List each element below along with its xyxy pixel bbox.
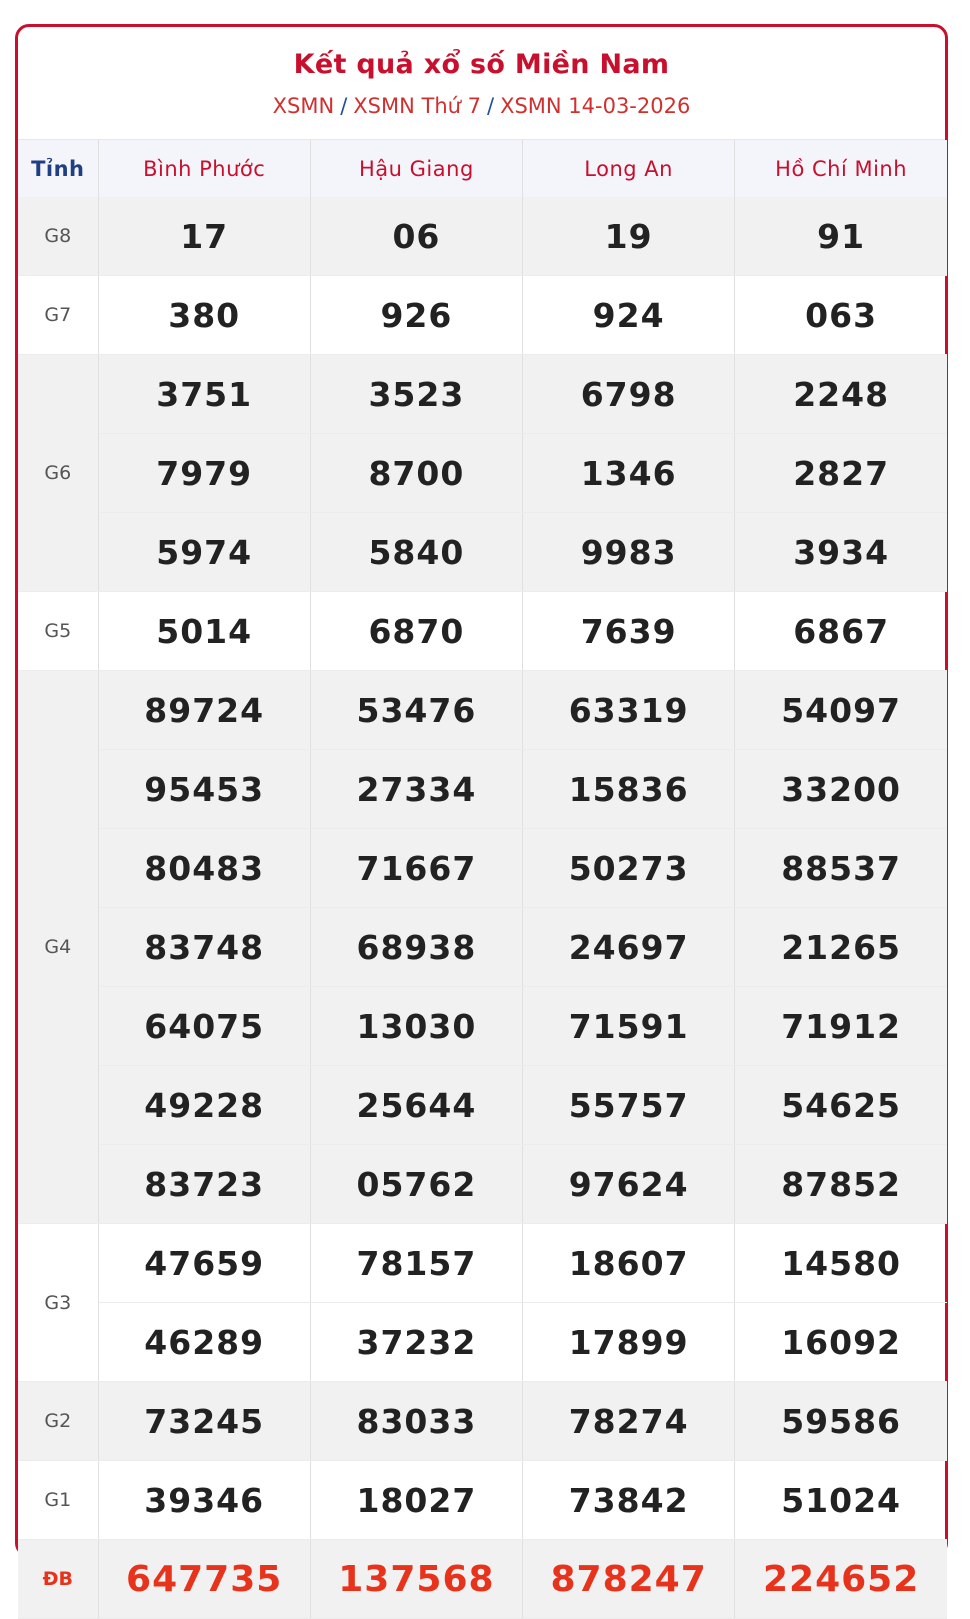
prize-row [18,829,947,908]
result-number: 50273 [523,829,735,908]
result-number: 063 [735,276,947,355]
results-header [18,27,945,140]
result-number: 71591 [523,987,735,1066]
prize-row [18,434,947,513]
result-number: 6798 [523,355,735,434]
result-number: 47659 [98,1224,310,1303]
result-number: 1346 [523,434,735,513]
prize-label: G6 [18,355,98,592]
result-number: 83748 [98,908,310,987]
result-number: 73842 [523,1461,735,1540]
result-number: 73245 [98,1382,310,1461]
prize-row [18,1303,947,1382]
result-number: 05762 [310,1145,522,1224]
prize-label: G3 [18,1224,98,1382]
result-number: 3934 [735,513,947,592]
result-number: 137568 [310,1540,522,1619]
result-number: 15836 [523,750,735,829]
breadcrumb-separator: / [486,94,495,118]
result-number: 97624 [523,1145,735,1224]
result-number: 71912 [735,987,947,1066]
result-number: 53476 [310,671,522,750]
result-number: 59586 [735,1382,947,1461]
results-card [15,24,948,1600]
result-number: 878247 [523,1540,735,1619]
prize-label: G5 [18,592,98,671]
result-number: 68938 [310,908,522,987]
province-column-label: Tỉnh [18,140,98,197]
breadcrumb-xsmn-date[interactable]: XSMN 14-03-2026 [500,94,691,118]
breadcrumb [18,94,945,118]
prize-row [18,987,947,1066]
result-number: 5014 [98,592,310,671]
result-number: 13030 [310,987,522,1066]
result-number: 380 [98,276,310,355]
prize-label: G2 [18,1382,98,1461]
result-number: 9983 [523,513,735,592]
prize-row [18,1224,947,1303]
result-number: 8700 [310,434,522,513]
result-number: 2827 [735,434,947,513]
result-number: 5974 [98,513,310,592]
province-long-an[interactable]: Long An [523,140,735,197]
result-number: 5840 [310,513,522,592]
result-number: 51024 [735,1461,947,1540]
result-number: 06 [310,197,522,276]
prize-label: G1 [18,1461,98,1540]
result-number: 6867 [735,592,947,671]
result-number: 64075 [98,987,310,1066]
result-number: 3523 [310,355,522,434]
result-number: 6870 [310,592,522,671]
result-number: 27334 [310,750,522,829]
prize-row [18,1382,947,1461]
result-number: 647735 [98,1540,310,1619]
prize-row [18,671,947,750]
result-number: 2248 [735,355,947,434]
prize-label: G4 [18,671,98,1224]
result-number: 39346 [98,1461,310,1540]
prize-row [18,1540,947,1619]
result-number: 89724 [98,671,310,750]
result-number: 55757 [523,1066,735,1145]
result-number: 33200 [735,750,947,829]
result-number: 78157 [310,1224,522,1303]
result-number: 83033 [310,1382,522,1461]
result-number: 87852 [735,1145,947,1224]
result-number: 17 [98,197,310,276]
result-number: 37232 [310,1303,522,1382]
result-number: 7639 [523,592,735,671]
result-number: 83723 [98,1145,310,1224]
result-number: 14580 [735,1224,947,1303]
result-number: 54625 [735,1066,947,1145]
result-number: 54097 [735,671,947,750]
result-number: 71667 [310,829,522,908]
breadcrumb-xsmn[interactable]: XSMN [272,94,335,118]
result-number: 63319 [523,671,735,750]
prize-row [18,1461,947,1540]
result-number: 91 [735,197,947,276]
prize-row [18,592,947,671]
prize-row [18,908,947,987]
result-number: 3751 [98,355,310,434]
breadcrumb-separator: / [340,94,348,118]
results-table [18,140,947,1619]
result-number: 24697 [523,908,735,987]
result-number: 88537 [735,829,947,908]
prize-row [18,276,947,355]
prize-row [18,1066,947,1145]
prize-row [18,355,947,434]
result-number: 17899 [523,1303,735,1382]
result-number: 80483 [98,829,310,908]
prize-row [18,197,947,276]
result-number: 18607 [523,1224,735,1303]
prize-label: ĐB [18,1540,98,1619]
result-number: 224652 [735,1540,947,1619]
result-number: 926 [310,276,522,355]
prize-label: G8 [18,197,98,276]
province-ho-chi-minh[interactable]: Hồ Chí Minh [735,140,947,197]
results-body [18,197,947,1619]
result-number: 46289 [98,1303,310,1382]
prize-row [18,750,947,829]
result-number: 16092 [735,1303,947,1382]
result-number: 7979 [98,434,310,513]
result-number: 21265 [735,908,947,987]
page-title: Kết quả xổ số Miền Nam [293,49,670,80]
result-number: 18027 [310,1461,522,1540]
result-number: 95453 [98,750,310,829]
result-number: 924 [523,276,735,355]
prize-row [18,513,947,592]
result-number: 19 [523,197,735,276]
prize-label: G7 [18,276,98,355]
result-number: 49228 [98,1066,310,1145]
prize-row [18,1145,947,1224]
result-number: 25644 [310,1066,522,1145]
breadcrumb-xsmn-weekday[interactable]: XSMN Thứ 7 [353,94,481,118]
province-header-row [18,140,947,197]
province-hau-giang[interactable]: Hậu Giang [310,140,522,197]
province-binh-phuoc[interactable]: Bình Phước [98,140,310,197]
result-number: 78274 [523,1382,735,1461]
